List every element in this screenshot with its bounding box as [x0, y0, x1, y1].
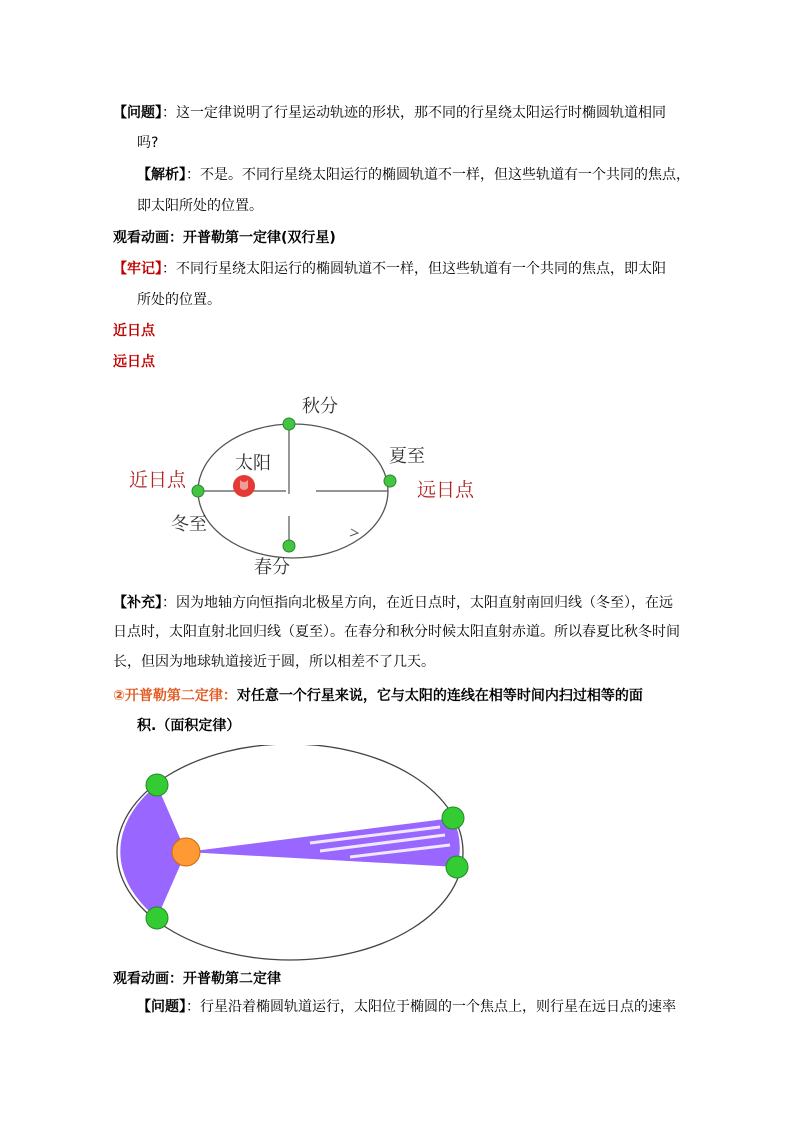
- label-sun: 太阳: [235, 453, 271, 474]
- law2-line1: [113, 686, 643, 706]
- supplement-line3: 长，但因为地球轨道接近于圆，所以相差不了几天。: [113, 654, 435, 670]
- sun-circle: [172, 838, 200, 866]
- question-tag: 【问题】: [113, 105, 162, 121]
- direction-arrow: [350, 529, 358, 536]
- planet-autumn: [283, 418, 295, 430]
- question-2-tag: 【问题】: [137, 999, 186, 1015]
- label-aphelion: 远日点: [417, 479, 475, 501]
- planet-perihelion: [192, 485, 204, 497]
- area-law-diagram: [0, 745, 794, 975]
- law2-label: ②开普勒第二定律：: [113, 688, 237, 704]
- memo-line2: 所处的位置。: [137, 292, 221, 308]
- law2-line2: 积.（面积定律）: [137, 718, 241, 734]
- supplement-line2: 日点时，太阳直射北回归线（夏至）。在春分和秋分时候太阳直射赤道。所以春夏比秋冬时间: [113, 624, 680, 640]
- orbit-diagram: [0, 385, 794, 585]
- question-1-line1: [113, 103, 666, 123]
- planet-right-upper: [442, 807, 464, 829]
- supplement-tag: 【补充】: [113, 595, 162, 611]
- question-2-text: ：行星沿着椭圆轨道运行，太阳位于椭圆的一个焦点上，则行星在远日点的速率: [186, 999, 676, 1015]
- answer-text: ：不是。不同行星绕太阳运行的椭圆轨道不一样，但这些轨道有一个共同的焦点，: [186, 167, 690, 183]
- question-text: ：这一定律说明了行星运动轨迹的形状，那不同的行星绕太阳运行时椭圆轨道相同: [162, 105, 666, 121]
- question-2-line1: [137, 997, 676, 1017]
- label-spring: 春分: [254, 557, 290, 578]
- law2-text: 对任意一个行星来说，它与太阳的连线在相等时间内扫过相等的面: [236, 688, 643, 704]
- planet-spring: [283, 540, 295, 552]
- label-perihelion: 近日点: [129, 469, 187, 491]
- answer-1-line2: 即太阳所处的位置。: [137, 198, 263, 214]
- label-summer: 夏至: [389, 446, 425, 467]
- planet-top-left: [146, 774, 168, 796]
- planet-bottom-left: [146, 907, 168, 929]
- memo-tag: 【牢记】: [113, 261, 162, 277]
- planet-right-lower: [446, 856, 468, 878]
- supplement-text: ：因为地轴方向恒指向北极星方向，在近日点时，太阳直射南回归线（冬至），在远: [162, 595, 673, 611]
- label-autumn: 秋分: [302, 396, 338, 417]
- question-1-line2: 吗?: [137, 135, 159, 151]
- animation-2-heading: 观看动画：开普勒第二定律: [113, 971, 281, 987]
- label-winter: 冬至: [171, 514, 207, 535]
- perihelion-heading: 近日点: [113, 323, 155, 339]
- animation-1-heading: 观看动画：开普勒第一定律(双行星): [113, 230, 336, 246]
- planet-summer: [384, 475, 396, 487]
- memo-text: ：不同行星绕太阳运行的椭圆轨道不一样，但这些轨道有一个共同的焦点，即太阳: [162, 261, 666, 277]
- aphelion-heading: 远日点: [113, 354, 155, 370]
- answer-1-line1: [137, 165, 690, 185]
- answer-tag: 【解析】: [137, 167, 186, 183]
- supplement-line1: [113, 593, 673, 613]
- memo-line1: [113, 259, 666, 279]
